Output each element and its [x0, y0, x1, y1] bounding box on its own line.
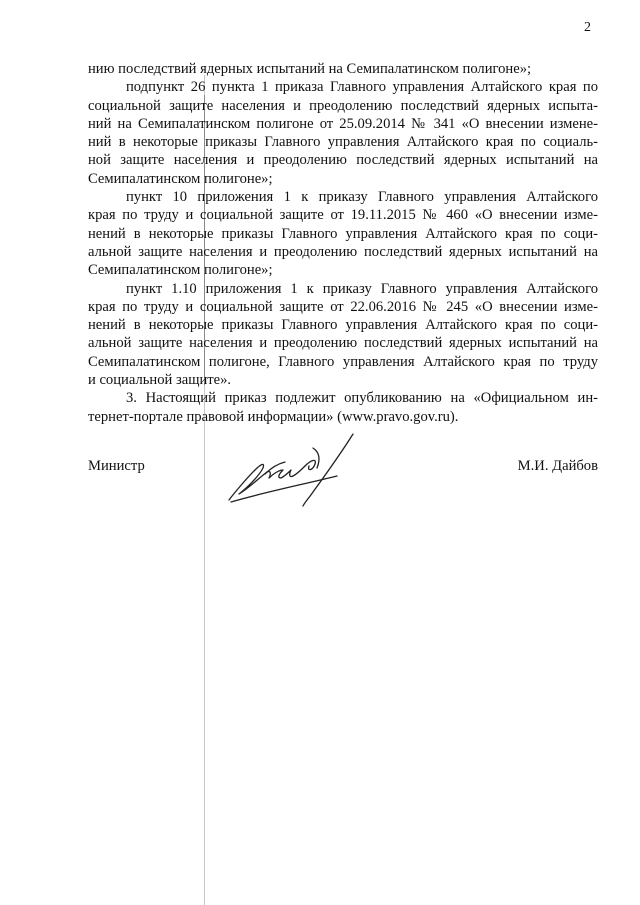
text-line: альной защите населения и преодолению последствий ядерных испытаний на — [88, 335, 598, 352]
text-line: края по труду и социальной защите от 19.11.2015 № 460 «О внесении изме- — [88, 207, 598, 224]
text-line: края по труду и социальной защите от 22.06.2016 № 245 «О внесении изме- — [88, 298, 598, 315]
text-line: нений в некоторые приказы Главного управления Алтайского края по соци- — [88, 317, 598, 334]
text-line: Семипалатинском полигоне, Главного управления Алтайского края по труду — [88, 353, 598, 370]
text-line: ной защите населения и преодолению последствий ядерных испытаний на — [88, 152, 598, 169]
text-line: Семипалатинском полигоне»; — [88, 170, 273, 187]
text-line: нию последствий ядерных испытаний на Семипалатинском полигоне»; — [88, 61, 532, 77]
text-line: ний на Семипалатинском полигоне от 25.09.2014 № 341 «О внесении измене- — [88, 115, 598, 132]
text-line: ний в некоторые приказы Главного управления Алтайского края по социаль- — [88, 134, 598, 151]
text-line: 3. Настоящий приказ подлежит опубликованию на «Официальном ин- — [126, 390, 598, 407]
text-line: подпункт 26 пункта 1 приказа Главного управления Алтайского края по — [126, 79, 598, 96]
document-body — [88, 60, 598, 426]
text-line: и социальной защите». — [88, 372, 232, 389]
text-line: пункт 1.10 приложения 1 к приказу Главного управления Алтайского — [126, 280, 598, 297]
page-number: 2 — [584, 20, 591, 35]
signer-name: М.И. Дайбов — [517, 458, 598, 474]
handwritten-signature — [225, 430, 360, 510]
signer-title: Министр — [88, 458, 145, 474]
text-line: социальной защите населения и преодолению последствий ядерных испыта- — [88, 97, 598, 114]
text-line: альной защите населения и преодолению последствий ядерных испытаний на — [88, 243, 598, 260]
text-line: пункт 10 приложения 1 к приказу Главного управления Алтайского — [126, 189, 598, 206]
text-line: Семипалатинском полигоне»; — [88, 262, 273, 279]
text-line: тернет-портале правовой информации» (www.pravo.gov.ru). — [88, 408, 459, 425]
text-line: нений в некоторые приказы Главного управления Алтайского края по соци- — [88, 225, 598, 242]
